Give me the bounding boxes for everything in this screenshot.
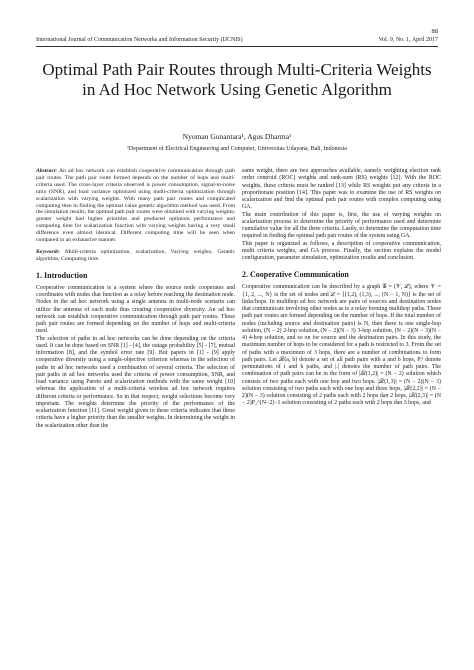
abstract — [36, 168, 235, 244]
body-paragraph: same weight, there are two approaches available, namely weighting election rank order centroid (ROC) weights and rank-sum (RS) weights [12]. With the ROC weights, these criteria must be ranked [13] while RS weights put any criteria in a proportionate position [14]. This paper was to examine the use of RS weights on scalarization and find the optimal path pair routes with complex computing using GA. — [242, 168, 441, 211]
authors: Nyoman Gunantara¹, Agus Dharma¹ — [182, 132, 292, 141]
keywords — [36, 249, 235, 263]
left-column — [36, 168, 235, 430]
section-heading-introduction: 1. Introduction — [36, 270, 88, 280]
paper-title: Optimal Path Pair Routes through Multi-Criteria Weights in Ad Hoc Network Using Genetic Algorithm — [42, 60, 432, 99]
keywords-text: : Multi-criteria optimization, scalarization, Varying weights, Genetic algorithm, Computing time. — [36, 248, 235, 262]
affiliation: ¹Department of Electrical Engineering and Computer, Universitas Udayana, Bali, Indonesia — [127, 146, 347, 152]
header-rule — [36, 46, 438, 47]
journal-name: International Journal of Communication Networks and Information Security (IJCNIS) — [36, 37, 243, 43]
running-header — [36, 37, 438, 43]
abstract-text: : An ad hoc network can establish cooperative communication through path pair routes. The path pair route formed depends on the number of hops and multi-criteria used. The cross-layer criteria observed is power consumption, signal-to-noise ratio (SNR), and load variance optimized using multi-criteria optimization through scalarization with varying weights. With many path pair routes and complicated computing then in finding the optimal value genetic algorithm method was used. From the simulation results, the optimal path pair routes were obtained with varying weights; greater weight had higher priorities and produced optimum performance and computing time for scalarization function with varying weights having a very small difference even almost identical. Different computing time will be seen when compared in an exhaustive manner. — [36, 168, 235, 244]
section2-paragraph: Cooperative communication can be described by a graph 𝒢 = (𝒱, ℒ), where 𝒱 = {1, 2, ..., N} is the set of nodes and ℒ = {(1,2), (1,3), ..., (N − 1, N)} is the set of links/hops. In multihop ad hoc network are pairs of sources and destination nodes that communicate involving other nodes as to a relay forming multihop paths. These path pair routes are formed depending on the number of hops. If the total number of nodes (including source and destination pairs) is N, then there is one single-hop solution, (N − 2) 2-hop solution, (N − 2)(N − 3) 3-hop solution, (N − 2)(N − 3)(N − 4) 4-hop solution, and so on for source and the destination pairs. In this study, the maximum number of hops to be considered for a path is restricted to 3. From the set of paths with a maximum of 3 hops, there are a number of combinations to form path pairs. Let ℛ(a, b) denote a set of all path pairs with a and b hops, Pᵢᵏ denote permutations of i and k paths, and |.| denotes the number of path pairs. The combination of path pairs can be in the form of |ℛ(1,2)| = (N − 2) solution which consists of two paths each with one hop and two hops. |ℛ(1,3)| = (N − 2)(N − 3) solution consisting of two paths each with one hop and three hops, |ℛ(2,2)| = (N − 2)(N − 3) solution consisting of 2 paths each with 2 hops dan 2 hops, |ℛ(2,3)| = (N − 2)P₂^(N−2)−1 solution consisting of 2 paths each with 2 hops dan 3 hops, and — [242, 284, 441, 407]
intro-paragraph: The selection of paths in ad hoc networks can be done depending on the criteria used. It can be done based on SNR [1] - [4], the outage probability [5] - [7], mutual information [8], and the symbol error rate [9]. But papers in [1] - [9] apply cooperative diversity using a single-objective criterion whereas in the selection of paths in ad hoc networks used a combination of several criteria. The selection of pair paths in ad hoc networks used the criteria of power consumption, SNR, and load variance using Pareto and scalarization methods with the same weight [10] whereas the application of a multi-criteria wireless ad hoc network requires different criteria or performance. So in that respect, weight selections become very important. The weights determine the priority of the performance of the scalarization function [11]. Great weight given to these criteria indicates that these criteria have a higher priority than the smaller weights. In determining the weight in the scalarization other than the — [36, 335, 235, 429]
right-column — [242, 168, 441, 408]
page-number: 88 — [431, 28, 438, 35]
section-heading-cooperative-communication: 2. Cooperative Communication — [242, 270, 349, 280]
volume-info: Vol. 9, No. 1, April 2017 — [378, 37, 438, 43]
body-paragraph: The main contribution of this paper is, first, the use of varying weights on scalarization process to determine the priority of performance used and determine cumulative value for all the three criteria. Lastly, to determine the computation time required in finding the optimal path pair routes of the system using GA. — [242, 211, 441, 240]
intro-paragraph: Cooperative communication is a system where the source node cooperates and coordinates with nodes that function as a relay before reaching the destination node. Nodes in the ad hoc network using a single antenna in multi-node scenario can utilize the antenna of each node thus creating cooperative diversity. An ad hoc network can establish cooperative communication through path pair routes. These path pair routes are formed depending on the number of hops and multi-criteria used. — [36, 284, 235, 335]
body-paragraph: This paper is organized as follows, a description of cooperative communication, multi criteria weights, and GA process. Finally, the section explains the model configuration, parameter simulation, optimization results and conclusion. — [242, 240, 441, 261]
abstract-label: Abstract — [36, 168, 56, 174]
keywords-label: Keywords — [36, 248, 59, 255]
